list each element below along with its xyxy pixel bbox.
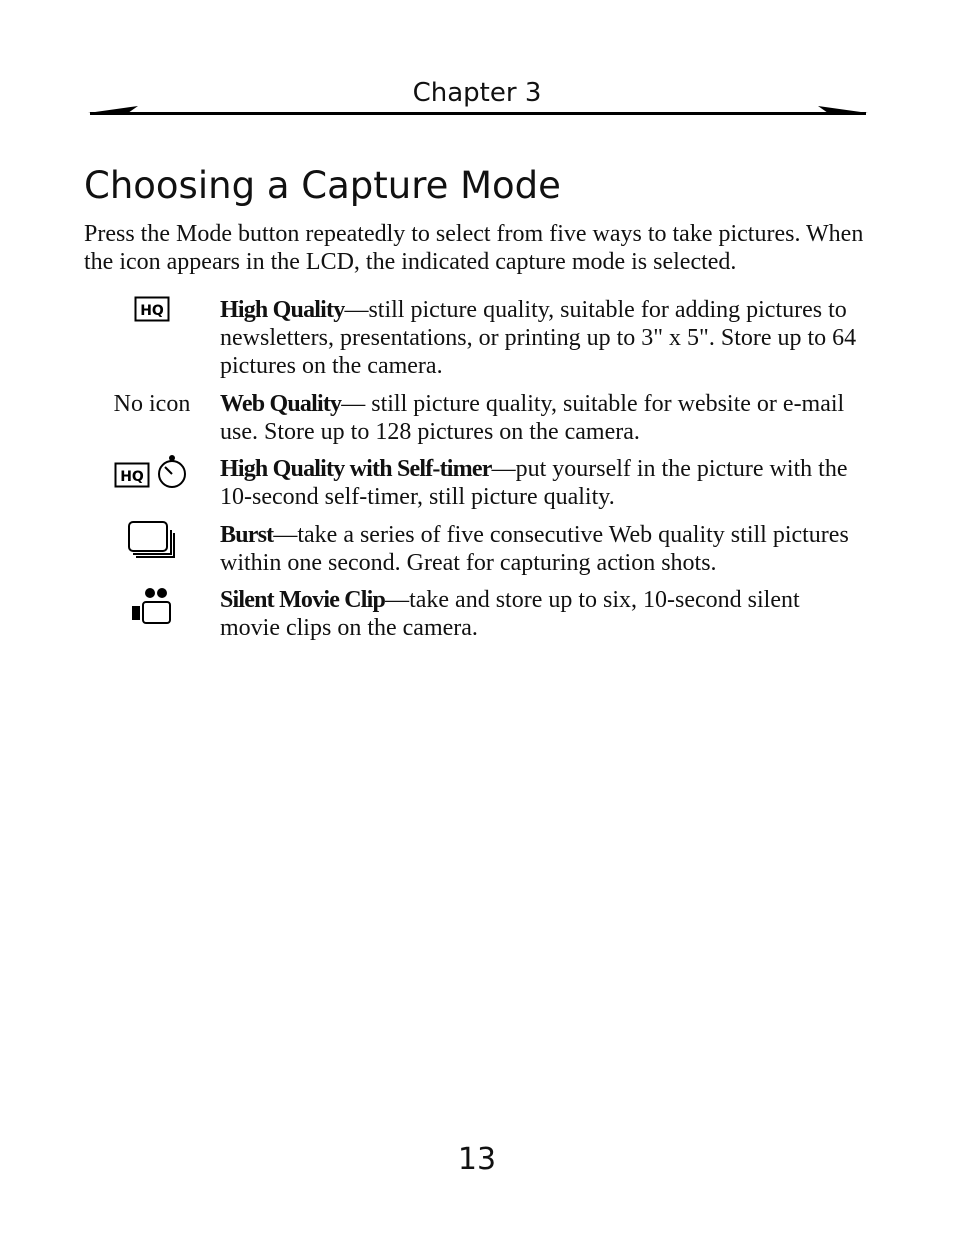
page-title: Choosing a Capture Mode <box>84 164 561 207</box>
no-icon-label: No icon <box>113 391 191 417</box>
mode-detail: — still picture quality, suitable for website or e-mail use. Store up to 128 pictures on the camera. <box>220 391 845 445</box>
movie-clip-icon <box>130 586 174 626</box>
chapter-rule <box>88 104 868 118</box>
page-number: 13 <box>457 1142 497 1177</box>
mode-name: Burst <box>220 522 274 548</box>
burst-icon <box>128 521 176 561</box>
mode-name: High Quality with Self-timer <box>220 456 492 482</box>
mode-description <box>220 521 860 577</box>
mode-name: High Quality <box>220 297 345 323</box>
mode-detail: —take and store up to six, 10-second silent movie clips on the camera. <box>220 587 800 641</box>
mode-description <box>220 455 860 511</box>
mode-description <box>220 390 860 446</box>
mode-detail: —still picture quality, suitable for adding pictures to newsletters, presentations, or printing up to 3" x 5". Store up to 64 pictures on the camera. <box>220 297 857 379</box>
chapter-heading: Chapter 3 <box>412 78 542 108</box>
intro-paragraph: Press the Mode button repeatedly to select from five ways to take pictures. When the icon appears in the LCD, the indicated capture mode is selected. <box>84 221 864 275</box>
svg-text:HQ: HQ <box>140 303 164 319</box>
mode-name: Web Quality <box>220 391 342 417</box>
svg-text:HQ: HQ <box>120 469 144 485</box>
mode-name: Silent Movie Clip <box>220 587 386 613</box>
mode-description <box>220 296 860 380</box>
hq-self-timer-icon <box>114 455 190 489</box>
hq-icon <box>134 296 170 322</box>
mode-detail: —take a series of five consecutive Web quality still pictures within one second. Great for capturing action shots. <box>220 522 849 576</box>
mode-description <box>220 586 860 642</box>
mode-detail: —put yourself in the picture with the 10-second self-timer, still picture quality. <box>220 456 848 510</box>
